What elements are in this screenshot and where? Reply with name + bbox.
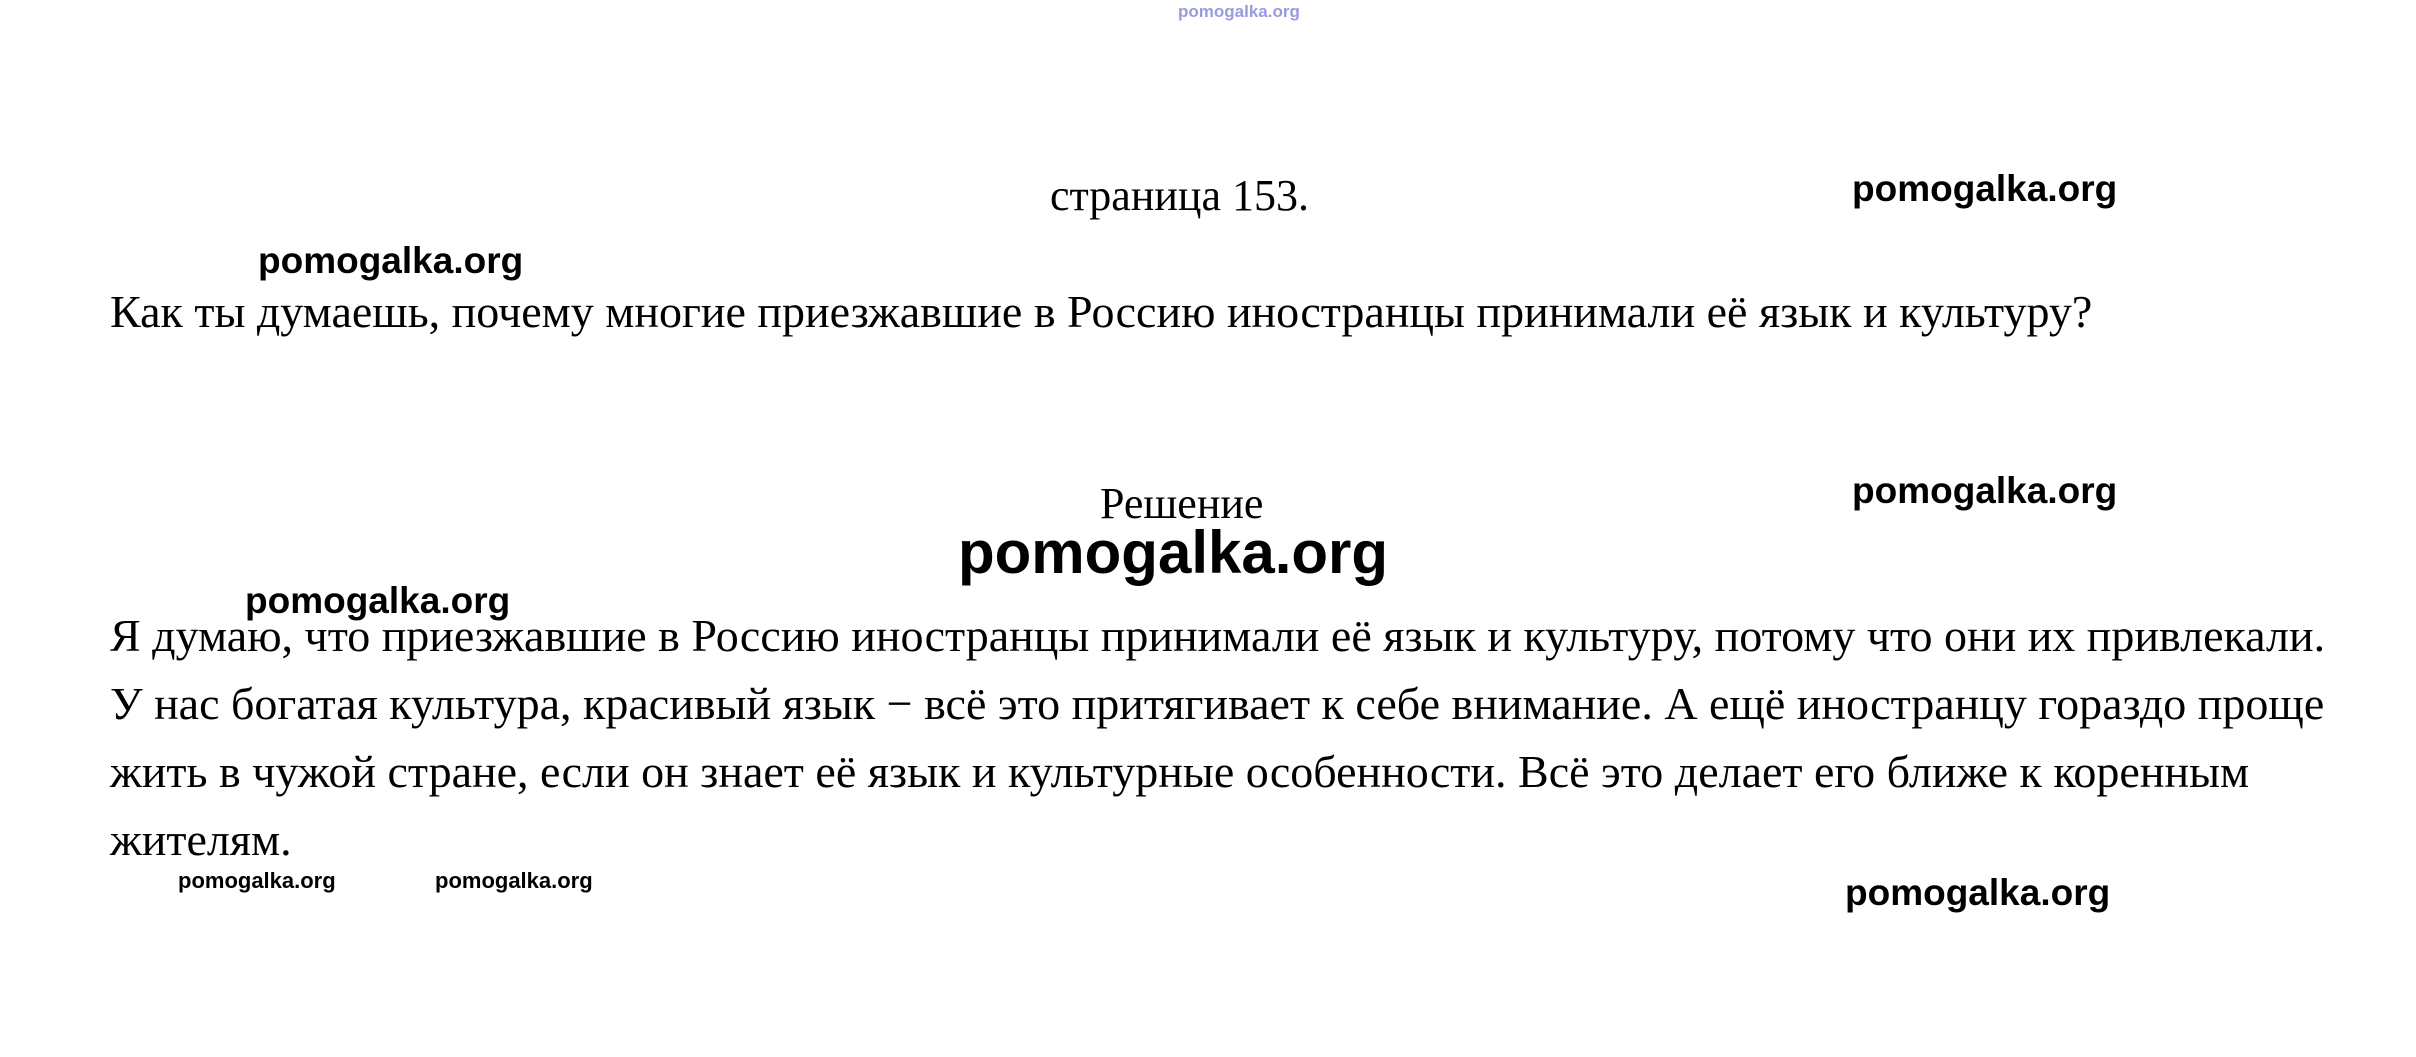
watermark-small-a: pomogalka.org xyxy=(178,868,336,893)
page-label: страница 153. xyxy=(1050,171,1309,220)
watermark-right-3: pomogalka.org xyxy=(1845,872,2111,913)
watermark-right-1: pomogalka.org xyxy=(1852,168,2118,209)
watermark-center-large: pomogalka.org xyxy=(958,519,1389,586)
watermark-left-1: pomogalka.org xyxy=(258,240,524,281)
solution-heading: Решение xyxy=(1100,479,1264,528)
answer-text: Я думаю, что приезжавшие в Россию иностранцы принимали её язык и культуру, потому что они их привлекали. У нас богатая культура, красивый язык − всё это притягивает к себе внимание. А ещё иностранцу гораздо проще жить в чужой стране, если он знает её язык и культурные особенности. Всё это делает его ближе к коренным жителям. xyxy=(110,610,2326,865)
watermark-top-center: pomogalka.org xyxy=(1178,2,1300,21)
watermark-right-2: pomogalka.org xyxy=(1852,470,2118,511)
question-text: Как ты думаешь, почему многие приезжавшие в Россию иностранцы принимали её язык и культуру? xyxy=(110,286,2093,337)
watermark-small-b: pomogalka.org xyxy=(435,868,593,893)
watermark-left-2: pomogalka.org xyxy=(245,580,511,621)
